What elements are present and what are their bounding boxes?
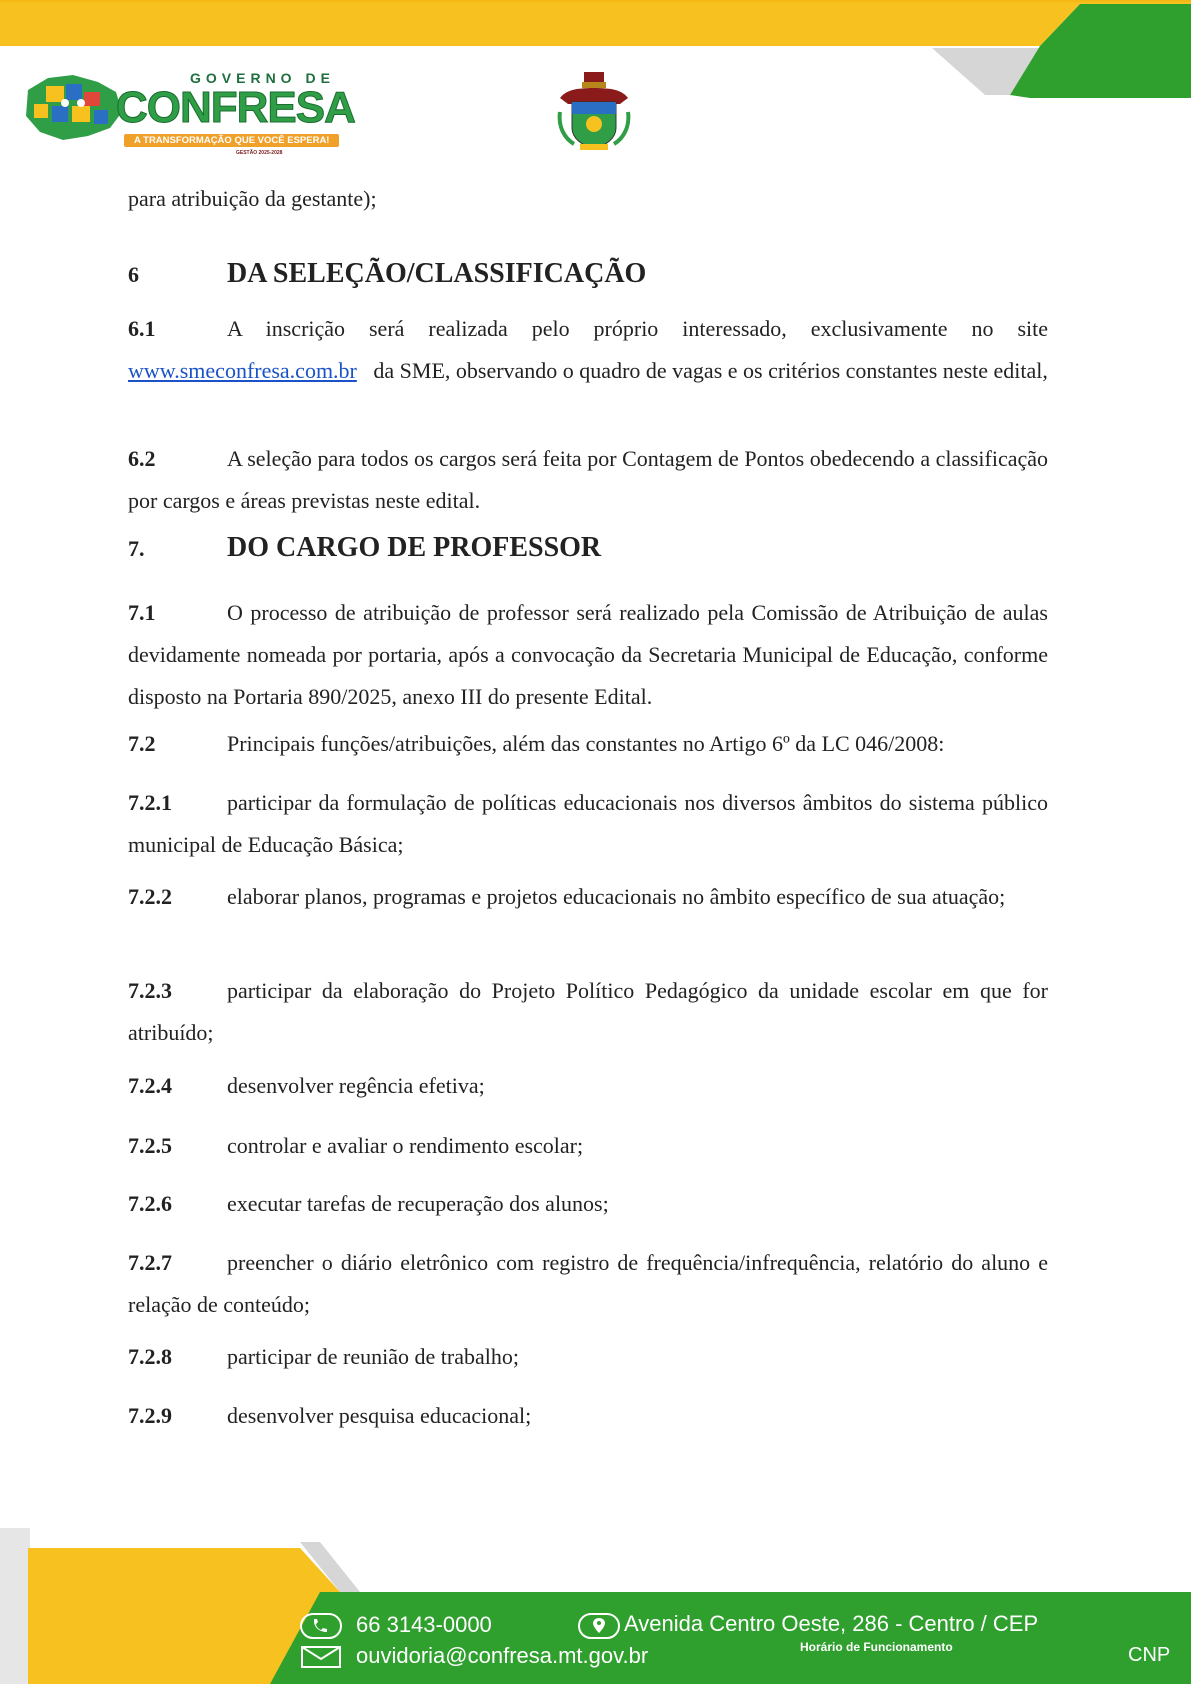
logo-gestao: GESTÃO 2025-2028 [236, 150, 283, 156]
logo-line1: GOVERNO DE [190, 70, 335, 86]
paragraph-7-1 [128, 592, 1048, 718]
item-number: 7.2.4 [128, 1073, 172, 1098]
list-item-7-2-2 [128, 876, 1048, 918]
confresa-logo [18, 70, 358, 155]
footer-email[interactable]: ouvidoria@confresa.mt.gov.br [356, 1643, 649, 1668]
item-number: 7.2.3 [128, 978, 172, 1003]
municipal-crest-icon [556, 72, 632, 152]
paragraph-number: 7.1 [128, 600, 156, 625]
item-text: controlar e avaliar o rendimento escolar; [227, 1133, 584, 1158]
paragraph-number: 6.1 [128, 316, 156, 341]
item-text: participar da elaboração do Projeto Político Pedagógico da unidade escolar em que for atribuído; [128, 978, 1048, 1045]
item-text: participar de reunião de trabalho; [227, 1344, 519, 1369]
item-text: desenvolver pesquisa educacional; [227, 1403, 532, 1428]
paragraph-text: A inscrição será realizada pelo próprio interessado, exclusivamente no site [227, 316, 1048, 341]
item-number: 7.2.5 [128, 1133, 172, 1158]
item-number: 7.2.6 [128, 1191, 172, 1216]
phone-icon [300, 1613, 342, 1639]
paragraph-number: 7.2 [128, 731, 156, 756]
list-item-7-2-3 [128, 970, 1048, 1054]
sme-website-link[interactable]: www.smeconfresa.com.br [128, 358, 357, 383]
item-text: desenvolver regência efetiva; [227, 1073, 485, 1098]
footer-address: Avenida Centro Oeste, 286 - Centro / CEP [624, 1611, 1039, 1636]
logo-tagline: A TRANSFORMAÇÃO QUE VOCÊ ESPERA! [124, 134, 339, 147]
paragraph-text: A seleção para todos os cargos será feita por Contagem de Pontos obedecendo a classificação por cargos e áreas previstas neste edital. [128, 446, 1048, 513]
logo-name: CONFRESA [116, 83, 355, 132]
footer-phone: 66 3143-0000 [356, 1612, 492, 1637]
section-number: 6 [128, 262, 139, 287]
paragraph-6-1 [128, 308, 1048, 392]
item-number: 7.2.9 [128, 1403, 172, 1428]
section-7-heading [128, 532, 601, 564]
item-text: executar tarefas de recuperação dos alunos; [227, 1191, 609, 1216]
paragraph-number: 6.2 [128, 446, 156, 471]
item-text: elaborar planos, programas e projetos educacionais no âmbito específico de sua atuação; [227, 884, 1006, 909]
list-item-7-2-9 [128, 1395, 1048, 1437]
item-text: participar da formulação de políticas educacionais nos diversos âmbitos do sistema público municipal de Educação Básica; [128, 790, 1048, 857]
list-item-7-2-6 [128, 1183, 1048, 1225]
paragraph-7-2 [128, 723, 1048, 765]
list-item-7-2-1 [128, 782, 1048, 866]
paragraph-6-2 [128, 438, 1048, 522]
item-text: preencher o diário eletrônico com registro de frequência/infrequência, relatório do aluno e relação de conteúdo; [128, 1250, 1048, 1317]
section-number: 7. [128, 536, 145, 561]
section-6-heading [128, 258, 646, 290]
item-number: 7.2.8 [128, 1344, 172, 1369]
section-title: DA SELEÇÃO/CLASSIFICAÇÃO [227, 258, 647, 289]
list-item-7-2-5 [128, 1125, 1048, 1167]
footer-hours-title: Horário de Funcionamento [800, 1640, 953, 1654]
item-number: 7.2.7 [128, 1250, 172, 1275]
puzzle-map-icon [18, 70, 128, 145]
paragraph-text: O processo de atribuição de professor será realizado pela Comissão de Atribuição de aulas devidamente nomeada por portaria, após a convocação da Secretaria Municipal de Educação, conforme disposto na Portaria 890/2025, anexo III do presente Edital. [128, 600, 1048, 709]
location-pin-icon [578, 1613, 620, 1639]
list-item-7-2-7 [128, 1242, 1048, 1326]
section-title: DO CARGO DE PROFESSOR [227, 532, 602, 563]
mail-icon [300, 1645, 342, 1669]
item-number: 7.2.2 [128, 884, 172, 909]
list-item-7-2-8 [128, 1336, 1048, 1378]
footer-cnpj: CNP [1128, 1644, 1171, 1666]
list-item-7-2-4 [128, 1065, 1048, 1107]
paragraph-text-cont: da SME, observando o quadro de vagas e os critérios constantes neste edital, [373, 358, 1048, 383]
paragraph-text: Principais funções/atribuições, além das constantes no Artigo 6º da LC 046/2008: [227, 731, 945, 756]
item-number: 7.2.1 [128, 790, 172, 815]
intro-line: para atribuição da gestante); [128, 186, 377, 211]
